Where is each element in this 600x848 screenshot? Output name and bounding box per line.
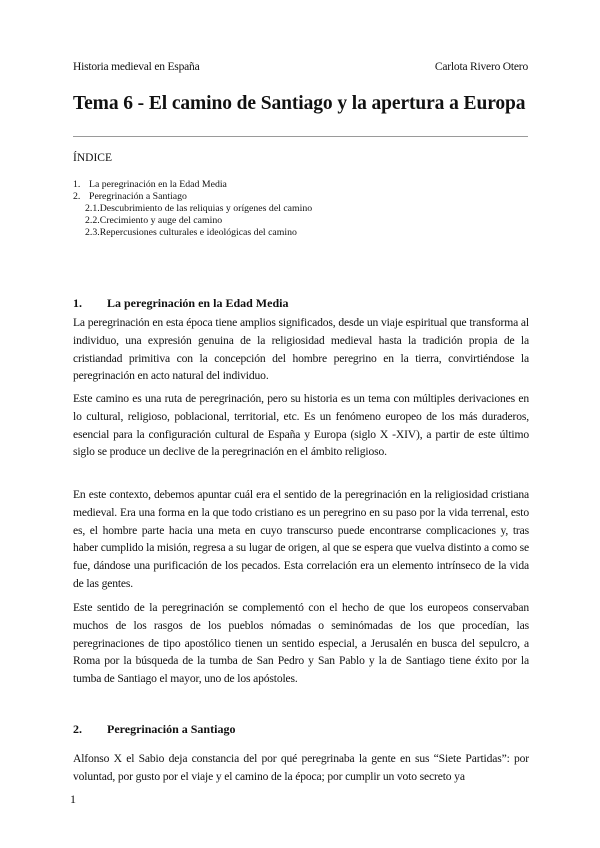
paragraph: Este camino es una ruta de peregrinación, pero su historia es un tema con múltiples derivaciones en lo cultural, religioso, poblacional, territorial, etc. Es un fenómeno europeo de los más duraderos, esencial para la configuración cultural de España y Europa (siglo X -XIV), a partir de este último siglo se produce un declive de la peregrinación en el ámbito religioso. (73, 392, 529, 459)
paragraph: En este contexto, debemos apuntar cuál era el sentido de la peregrinación en la religiosidad cristiana medieval. Era una forma en la que todo cristiano es un peregrino en su paso por la vida terrenal, esto es, el hombre parte hacia una meta en cuyo transcurso puede encontrarse complicaciones y, tras haber cumplido la misión, regresa a su lugar de origen, al que se espera que vuelva distinto a como se fue, dándose una purificación de los pecados. Esta correlación era un elemento intrínseco de la vida de las gentes. (73, 488, 529, 590)
page-title: Tema 6 - El camino de Santiago y la apertura a Europa (73, 93, 526, 114)
section-number: 2. (73, 722, 82, 736)
paragraph: Alfonso X el Sabio deja constancia del por qué peregrinaba la gente en sus “Siete Partidas”: por voluntad, por gusto por el viaje y el camino de la época; por cumplir un voto secreto ya (73, 752, 529, 783)
toc-item-label: La peregrinación en la Edad Media (89, 179, 227, 190)
section-heading (73, 296, 288, 311)
section-title: La peregrinación en la Edad Media (107, 296, 289, 310)
toc-item[interactable] (73, 179, 312, 191)
running-header (73, 61, 528, 73)
paragraph: Este sentido de la peregrinación se complementó con el hecho de que los europeos conservaban muchos de los rasgos de los pueblos nómadas o seminómadas de los que procedían, las peregrinaciones de tipo apostólico tienen un sentido especial, a Jerusalén en busca del sepulcro, a Roma por la búsqueda de la tumba de San Pedro y San Pablo y la de Santiago tiene éxito por la tumba de Santiago el mayor, uno de los apóstoles. (73, 601, 529, 686)
paragraph: La peregrinación en esta época tiene amplios significados, desde un viaje espiritual que transforma al individuo, una expresión genuina de la religiosidad medieval hasta la tradición propia de la cristiandad primitiva con la concepción del hombre peregrino en la tierra, convirtiéndose la peregrinación en acto natural del individuo. (73, 316, 529, 383)
section-heading (73, 722, 235, 737)
toc-subitem[interactable] (73, 215, 312, 227)
toc-subitem[interactable] (73, 227, 312, 239)
toc-item-number: 2. (73, 191, 81, 202)
toc-item-label: Peregrinación a Santiago (89, 191, 187, 202)
toc-item-number: 1. (73, 179, 81, 190)
toc-subitem[interactable] (73, 203, 312, 215)
toc-item-label: 2.1.Descubrimiento de las reliquias y orígenes del camino (85, 203, 313, 214)
toc-item[interactable] (73, 191, 312, 203)
title-divider (73, 136, 528, 137)
section-title: Peregrinación a Santiago (107, 722, 236, 736)
toc-item-label: 2.2.Crecimiento y auge del camino (85, 215, 223, 226)
table-of-contents (73, 179, 312, 239)
header-author: Carlota Rivero Otero (434, 61, 528, 73)
index-heading: ÍNDICE (73, 152, 112, 164)
header-course: Historia medieval en España (73, 61, 200, 73)
section-number: 1. (73, 296, 82, 310)
toc-item-label: 2.3.Repercusiones culturales e ideológicas del camino (85, 227, 297, 238)
page-number: 1 (70, 792, 76, 806)
